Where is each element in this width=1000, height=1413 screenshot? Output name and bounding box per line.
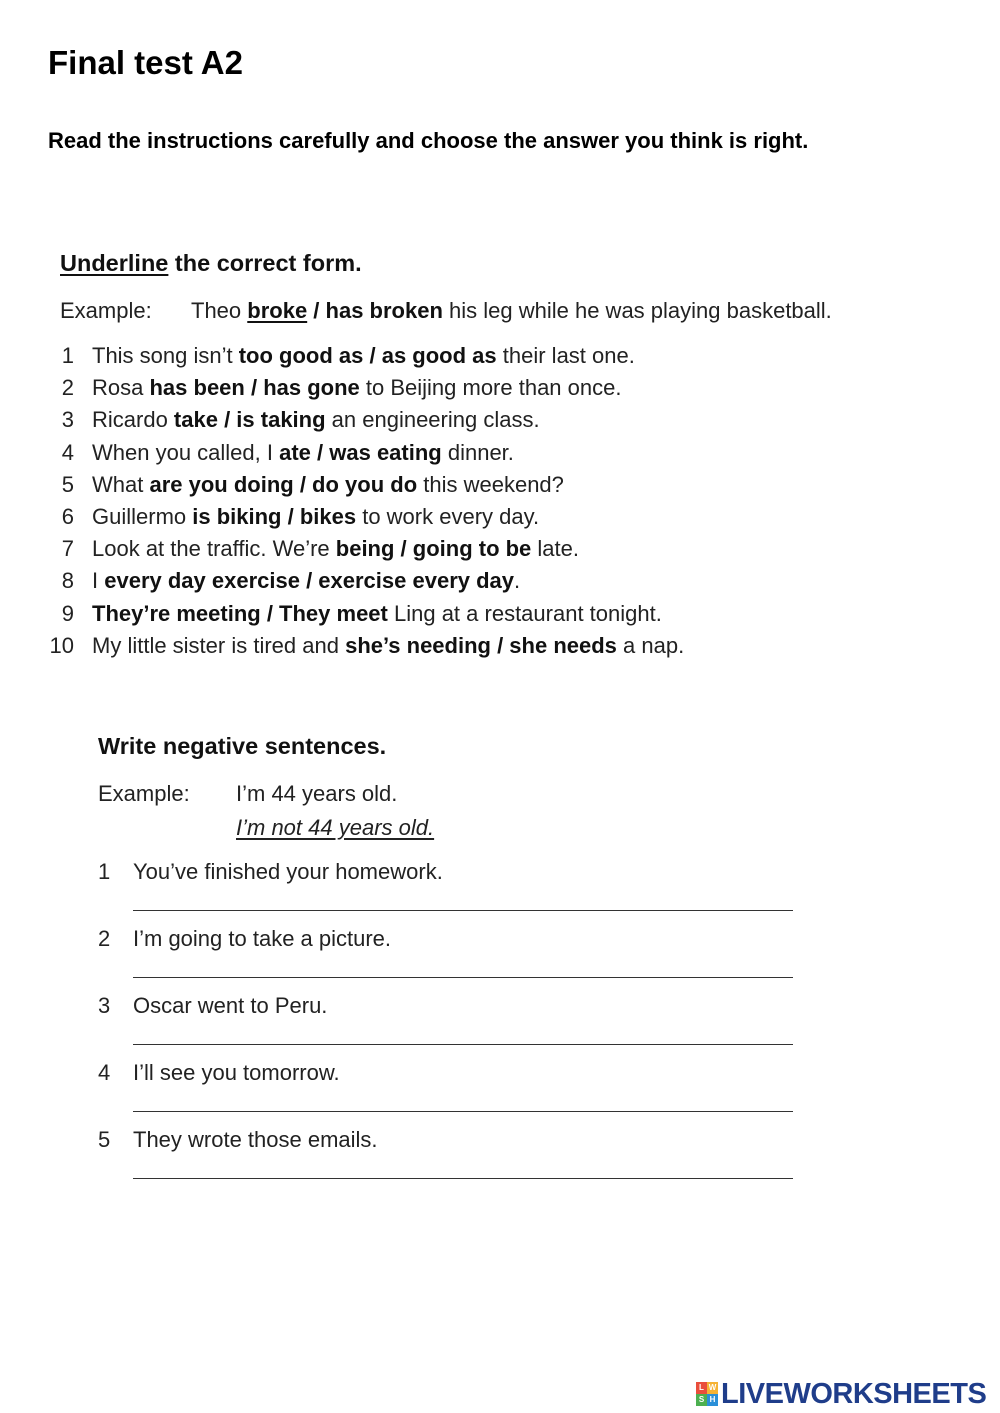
item-text-after: a nap. [616, 632, 685, 658]
exercise2-example [98, 781, 397, 807]
item-choices[interactable]: has been / has gone [149, 375, 360, 401]
answer-line[interactable] [133, 910, 793, 911]
answer-line[interactable] [133, 977, 793, 978]
item-choices[interactable]: too good as / as good as [238, 343, 497, 368]
heading-rest: the correct form. [168, 250, 362, 276]
answer-line[interactable] [133, 1044, 793, 1045]
item-number: 5 [61, 471, 74, 497]
item-text-after: to work every day. [356, 503, 540, 529]
exercise1-example [60, 298, 832, 324]
item-text-before: When you called, I [92, 439, 280, 465]
item-number: 2 [98, 926, 111, 951]
item-text-after: this weekend? [417, 471, 564, 497]
item-text-after: . [514, 568, 521, 594]
item-choices[interactable]: are you doing / do you do [149, 471, 418, 497]
heading-underline-word: Underline [60, 250, 169, 276]
item-text-before: Look at the traffic. We’re [92, 536, 336, 562]
item-text-before: Ricardo [92, 407, 174, 433]
liveworksheets-logo [696, 1376, 986, 1412]
example-separator: / [307, 298, 326, 323]
logo-text: LIVEWORKSHEETS [721, 1377, 987, 1410]
exercise2-heading: Write negative sentences. [98, 733, 387, 759]
item-number: 3 [61, 407, 74, 433]
example-after: his leg while he was playing basketball. [442, 298, 832, 323]
item-number: 9 [61, 600, 74, 626]
example-option-a: broke [247, 298, 308, 323]
item-number: 10 [49, 632, 74, 658]
item-number: 3 [98, 993, 111, 1018]
item-sentence: They wrote those emails. [133, 1127, 378, 1152]
item-text-before: What [92, 471, 150, 497]
logo-mark-icon [696, 1382, 718, 1406]
item-number: 4 [98, 1060, 111, 1085]
instructions: Read the instructions carefully and choose the answer you think is right. [48, 128, 809, 153]
item-choices[interactable]: is biking / bikes [192, 503, 357, 529]
item-sentence: You’ve finished your homework. [133, 859, 443, 884]
item-text-before: My little sister is tired and [92, 632, 346, 658]
example-answer: I’m not 44 years old. [236, 815, 435, 840]
logo-letter: W [708, 1383, 717, 1392]
exercise-underline [49, 250, 960, 658]
exercise-negative-sentences [98, 733, 898, 1152]
item-number: 1 [98, 859, 111, 884]
page-title: Final test A2 [48, 44, 243, 81]
answer-line[interactable] [133, 1111, 793, 1112]
item-text-after: dinner. [441, 439, 514, 465]
item-choices[interactable]: being / going to be [335, 536, 532, 562]
example-before: Theo [191, 298, 248, 323]
item-number: 1 [61, 343, 74, 368]
item-text-before: This song isn’t [92, 343, 239, 368]
exercise1-heading [60, 250, 960, 277]
item-text-before: Rosa [92, 375, 150, 401]
item-text-before: Guillermo [92, 503, 193, 529]
logo-letter: S [696, 1394, 707, 1406]
item-sentence: Oscar went to Peru. [133, 993, 328, 1018]
item-choices[interactable]: every day exercise / exercise every day [104, 568, 515, 594]
item-choices[interactable]: ate / was eating [279, 439, 442, 465]
item-number: 8 [61, 568, 74, 594]
example-option-b: has broken [325, 298, 443, 323]
item-number: 5 [98, 1127, 111, 1152]
item-sentence: I’m going to take a picture. [133, 926, 392, 951]
item-choices[interactable]: take / is taking [173, 407, 326, 433]
item-number: 4 [61, 439, 74, 465]
item-text-after: their last one. [496, 343, 635, 368]
answer-line[interactable] [133, 1178, 793, 1179]
item-text-after: late. [531, 536, 579, 562]
item-number: 2 [61, 375, 74, 401]
item-sentence: I’ll see you tomorrow. [133, 1060, 340, 1085]
item-number: 6 [61, 503, 74, 529]
example-sentence: I’m 44 years old. [236, 781, 398, 806]
example-label: Example: [60, 298, 152, 323]
item-choices[interactable]: she’s needing / she needs [345, 632, 617, 658]
item-text-after: Ling at a restaurant tonight. [387, 600, 662, 626]
item-text-before: I [92, 568, 105, 594]
item-text-after: to Beijing more than once. [359, 375, 622, 401]
item-choices[interactable]: They’re meeting / They meet [92, 600, 388, 626]
logo-letter: H [707, 1394, 718, 1406]
example-label: Example: [98, 781, 190, 806]
item-text-after: an engineering class. [325, 407, 540, 433]
item-number: 7 [61, 536, 74, 562]
logo-letter: L [696, 1382, 707, 1394]
